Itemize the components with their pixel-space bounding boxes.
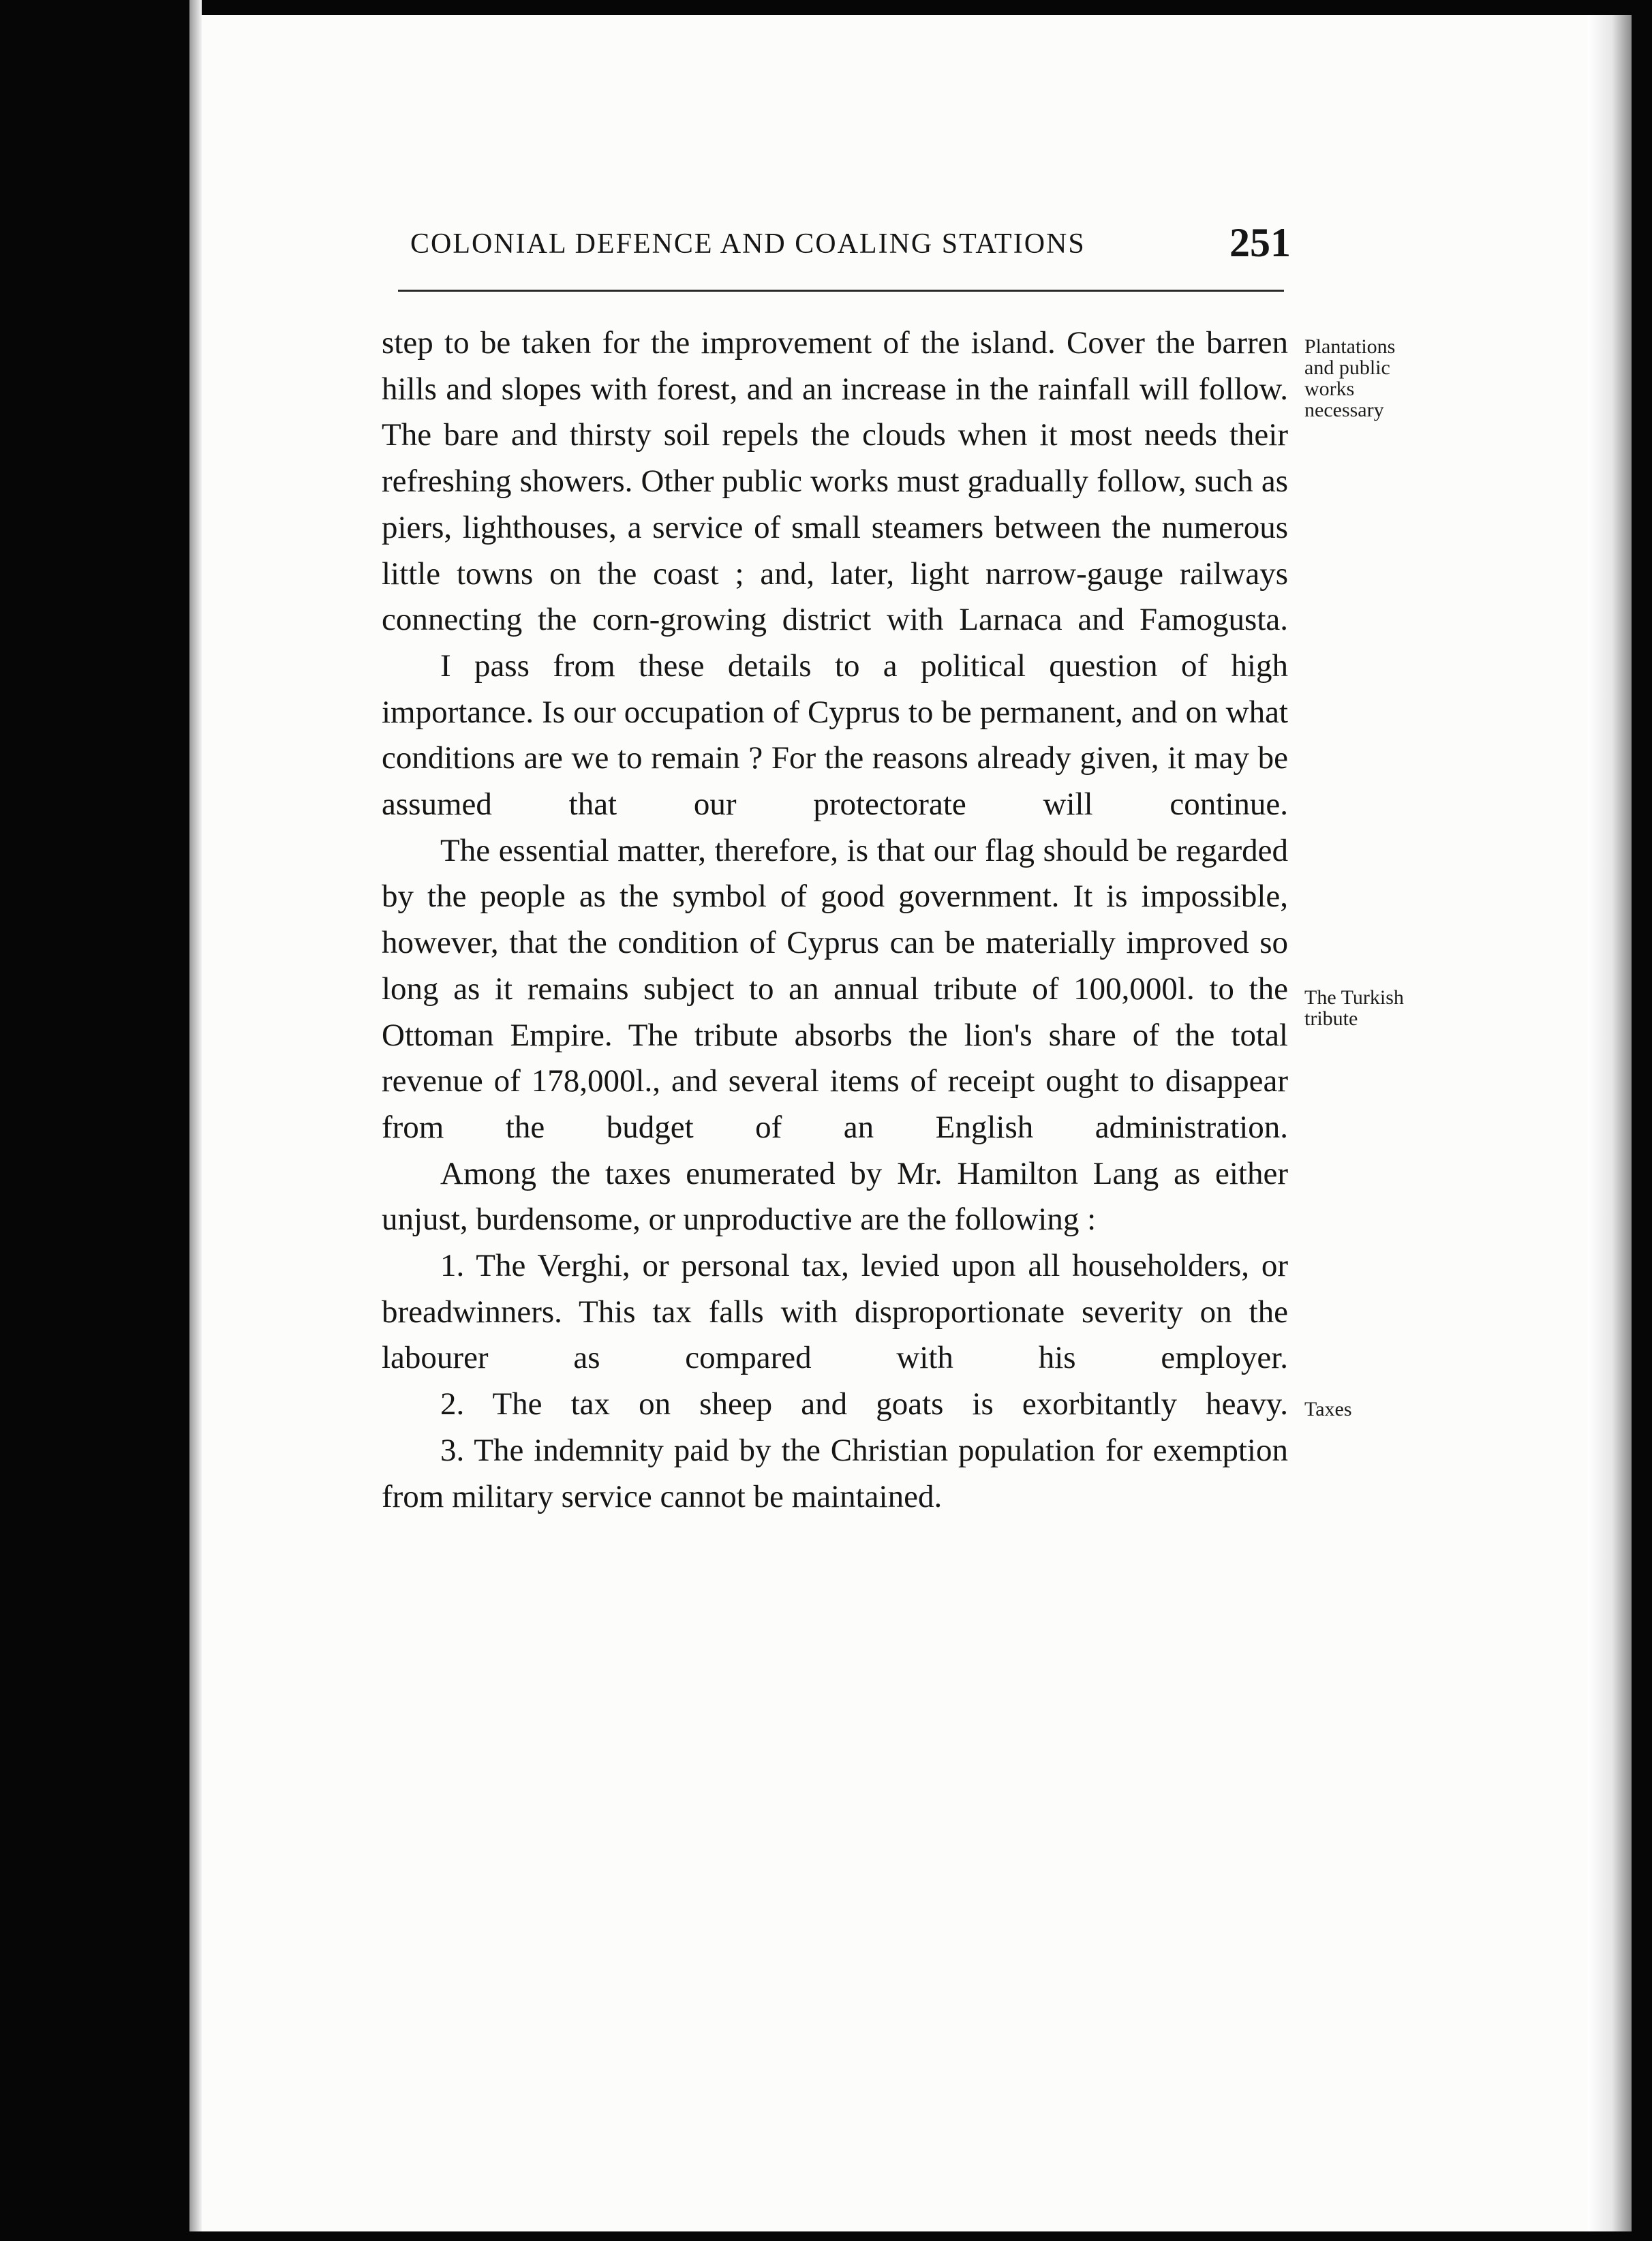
side-note-line: works	[1304, 378, 1355, 400]
side-note-line: Taxes	[1304, 1398, 1352, 1420]
running-header-title: COLONIAL DEFENCE AND COALING STATIONS	[410, 228, 1086, 260]
list-item-verghi: 1. The Verghi, or personal tax, levied upon all householders, or breadwinners. This tax falls with disproportionate severity on the labourer as compared with his employer.	[382, 1248, 1288, 1376]
running-header	[410, 219, 1291, 274]
side-note-taxes	[1304, 1399, 1352, 1420]
side-note-line: Plantations	[1304, 335, 1396, 358]
side-note-turkish-tribute	[1304, 987, 1404, 1029]
side-note-line: and public	[1304, 356, 1390, 379]
list-item-indemnity: 3. The indemnity paid by the Christian population for exemption from military service cannot be maintained.	[382, 1432, 1288, 1514]
header-rule	[398, 290, 1284, 292]
scan-border-bottom	[0, 2231, 1652, 2241]
page-edge-shadow	[1588, 15, 1632, 2231]
book-gutter	[189, 0, 202, 2241]
side-note-line: The Turkish	[1304, 986, 1404, 1009]
list-item-sheep-goats: 2. The tax on sheep and goats is exorbitantly heavy.	[440, 1386, 1288, 1422]
paragraph-continuation: step to be taken for the improvement of the island. Cover the barren hills and slopes with forest, and an increase in the rainfall will follow. The bare and thirsty soil repels the clouds when it most needs their refreshing showers. Other public works must gradually follow, such as piers, lighthouses, a service of small steamers between the numerous little towns on the coast ; and, later, light narrow-gauge railways connecting the corn-growing district with Larnaca and Famogusta.	[382, 325, 1288, 638]
side-note-line: tribute	[1304, 1007, 1358, 1030]
page-number: 251	[1229, 220, 1291, 265]
scan-border-right	[1632, 0, 1652, 2241]
body-text	[382, 320, 1288, 1520]
paragraph-taxes-intro: Among the taxes enumerated by Mr. Hamilton Lang as either unjust, burdensome, or unproductive are the following :	[382, 1155, 1288, 1238]
scan-border-left	[0, 0, 189, 2241]
paragraph-political-question: I pass from these details to a political question of high importance. Is our occupation of Cyprus to be permanent, and on what conditions are we to remain ? For the reasons already given, it may be assumed that our protectorate will continue.	[382, 647, 1288, 823]
side-note-line: necessary	[1304, 399, 1384, 421]
scan-border-top	[0, 0, 1652, 15]
paragraph-turkish-tribute: The essential matter, therefore, is that our flag should be regarded by the people as the symbol of good government. It is impossible, however, that the condition of Cyprus can be materially improved so long as it remains subject to an annual tribute of 100,000l. to the Ottoman Empire. The tribute absorbs the lion's share of the total revenue of 178,000l., and several items of receipt ought to disappear from the budget of an English administration.	[382, 832, 1288, 1145]
side-note-plantations	[1304, 336, 1395, 421]
